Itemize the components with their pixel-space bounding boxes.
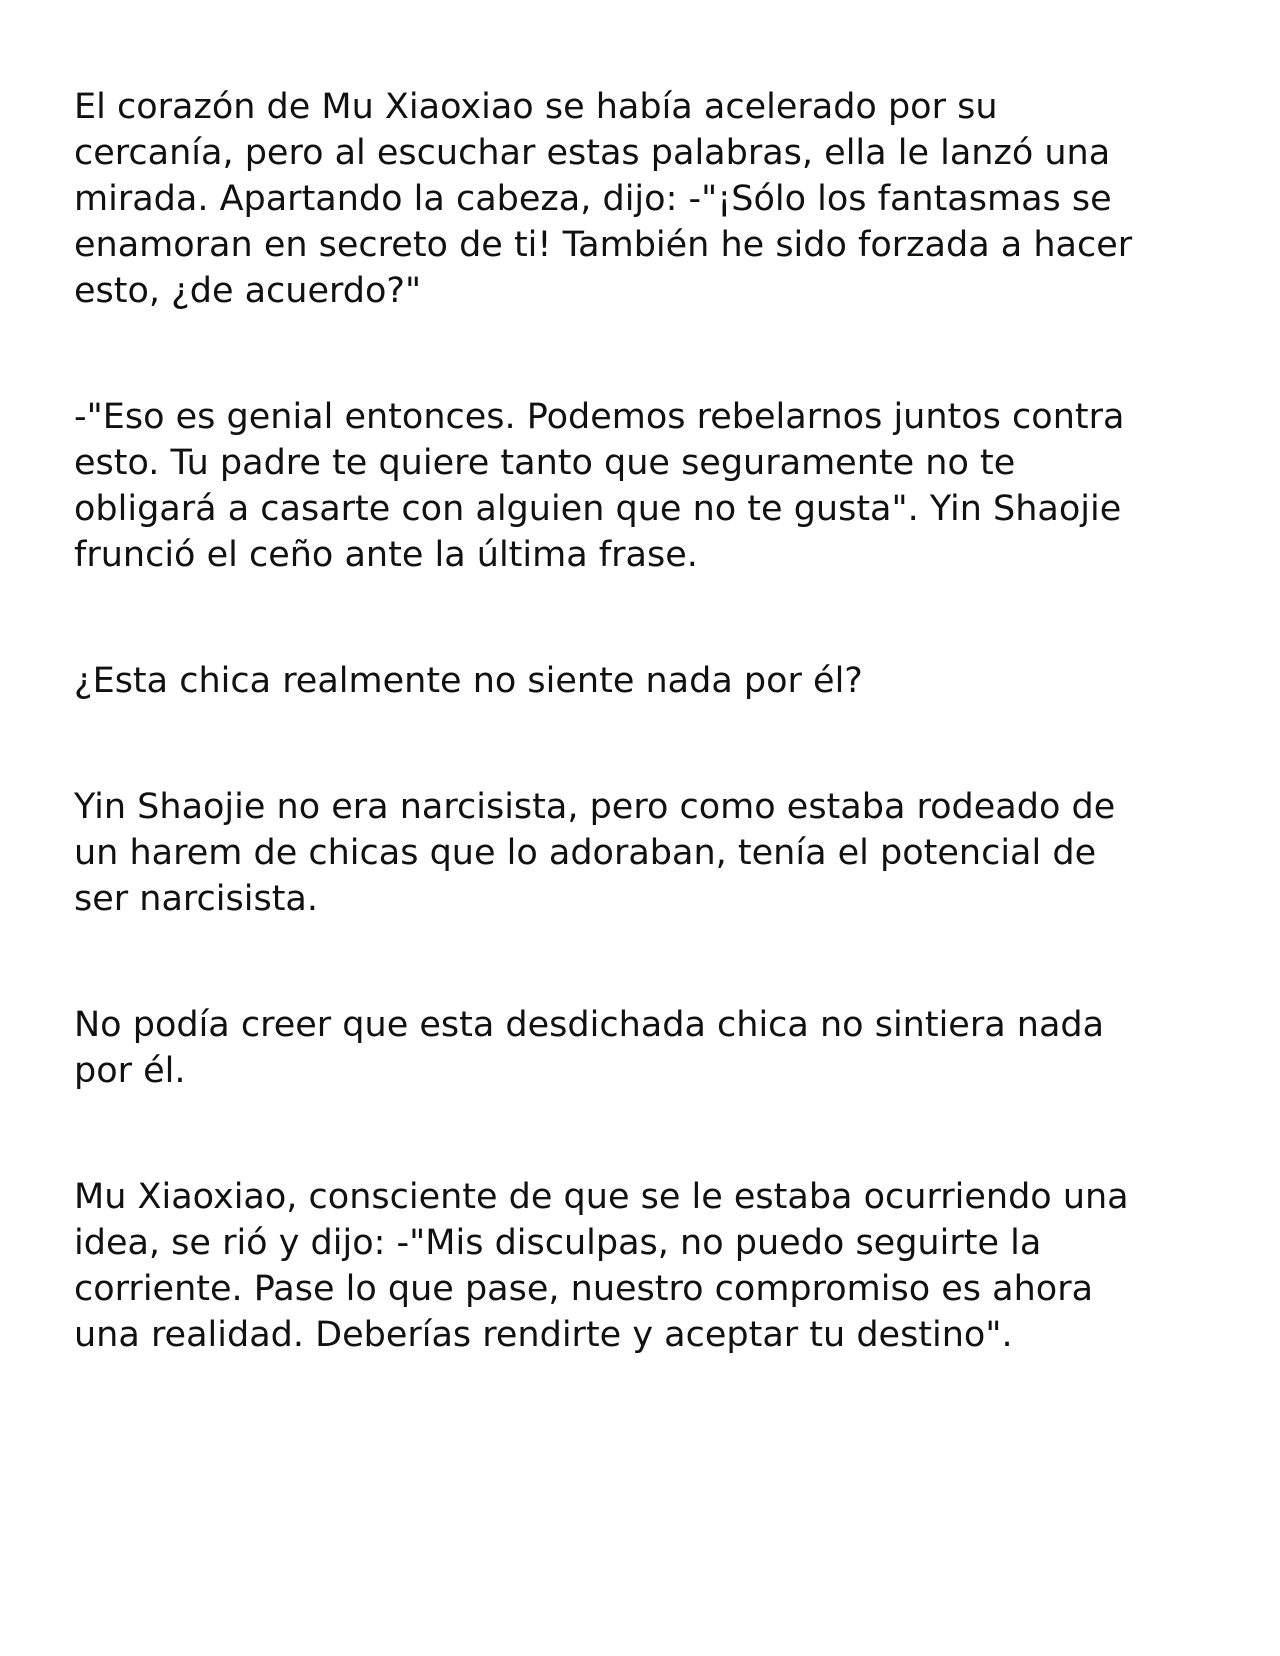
paragraph-2: -"Eso es genial entonces. Podemos rebelarnos juntos contra esto. Tu padre te quiere tanto que seguramente no te obligará a casarte con alguien que no te gusta". Yin Shaojie frunció el ceño ante la última frase. xyxy=(74,397,1125,575)
document-page xyxy=(74,84,1214,1438)
paragraph-5: No podía creer que esta desdichada chica no sintiera nada por él. xyxy=(74,1005,1105,1091)
paragraph-1: El corazón de Mu Xiaoxiao se había acelerado por su cercanía, pero al escuchar estas palabras, ella le lanzó una mirada. Apartando la cabeza, dijo: -"¡Sólo los fantasmas se enamoran en secreto de ti! También he sido forzada a hacer esto, ¿de acuerdo?" xyxy=(74,87,1133,311)
paragraph-4: Yin Shaojie no era narcisista, pero como estaba rodeado de un harem de chicas que lo adoraban, tenía el potencial de ser narcisista. xyxy=(74,787,1116,919)
paragraph-6: Mu Xiaoxiao, consciente de que se le estaba ocurriendo una idea, se rió y dijo: -"Mis disculpas, no puedo seguirte la corriente. Pase lo que pase, nuestro compromiso es ahora una realidad. Deberías rendirte y aceptar tu destino". xyxy=(74,1177,1129,1355)
paragraph-3: ¿Esta chica realmente no siente nada por él? xyxy=(74,661,863,701)
